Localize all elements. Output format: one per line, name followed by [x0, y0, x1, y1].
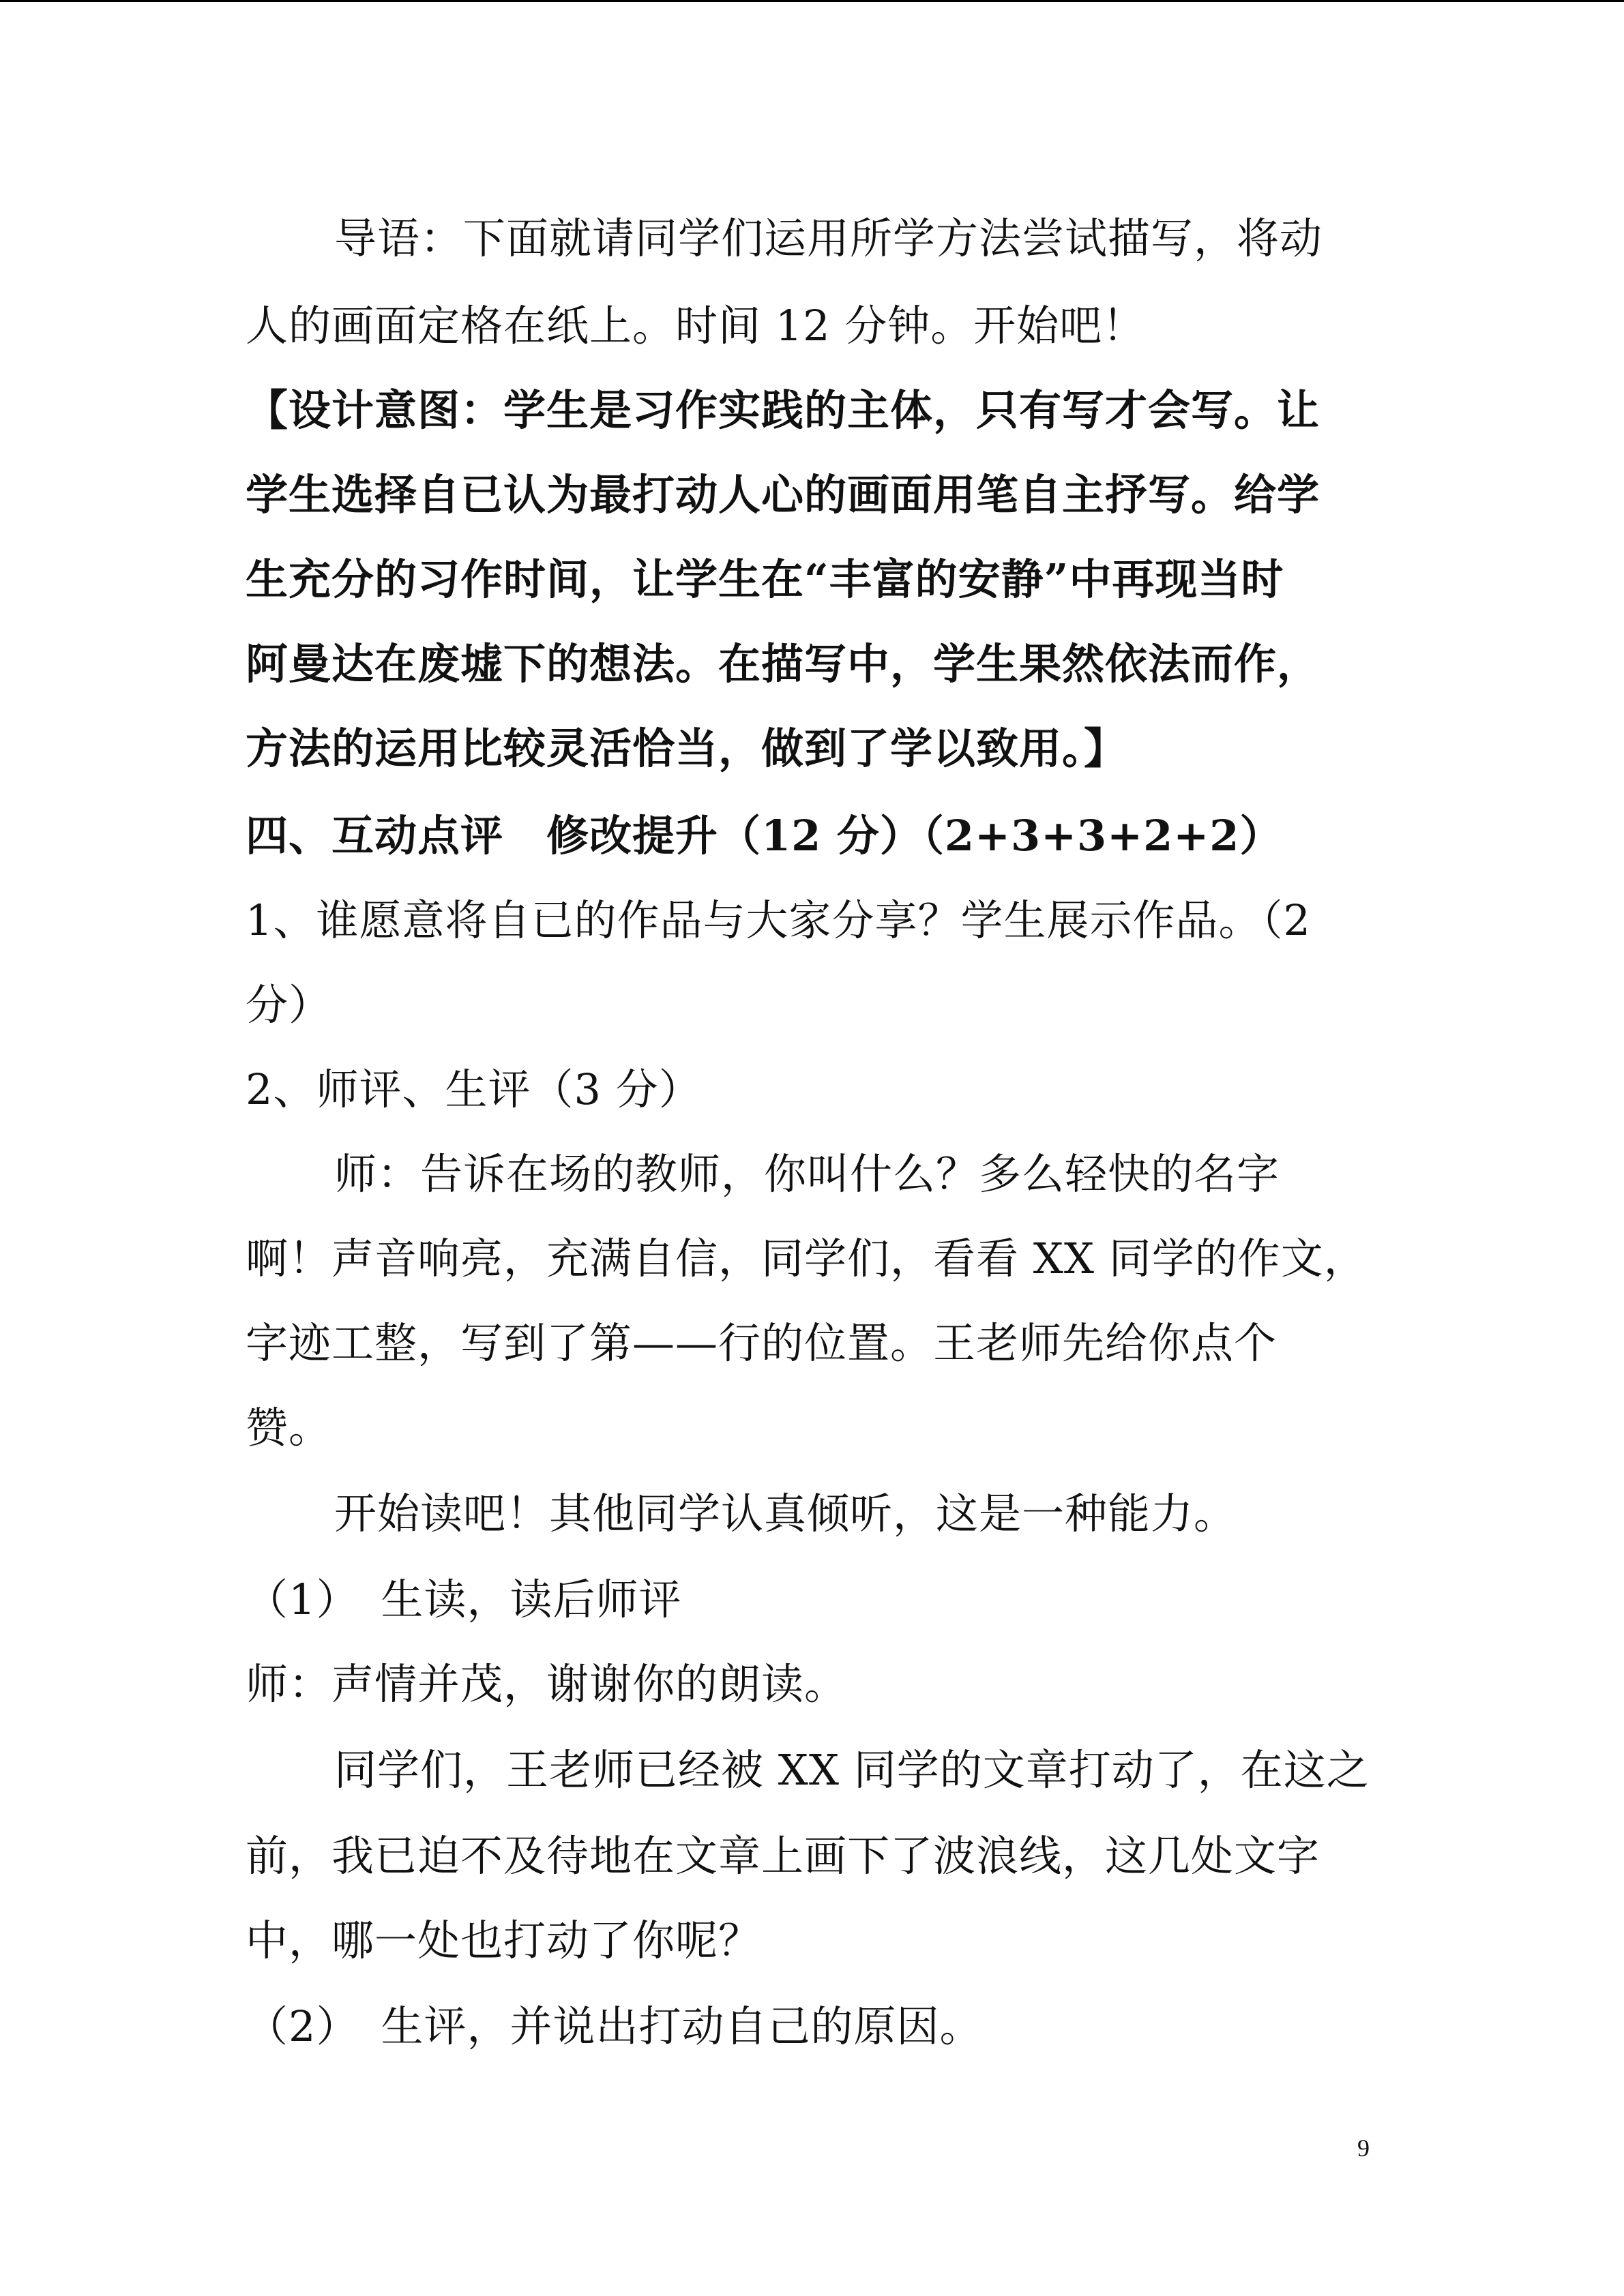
students-line-1: 同学们，王老师已经被 XX 同学的文章打动了，在这之	[334, 1745, 1370, 1795]
teacher-line-2: 啊！声音响亮，充满自信，同学们，看看 XX 同学的作文，	[246, 1234, 1367, 1283]
page-number: 9	[1357, 2134, 1370, 2162]
teacher-praise-line: 师：声情并茂，谢谢你的朗读。	[246, 1659, 848, 1709]
design-intent-line-5: 方法的运用比较灵活恰当，做到了学以致用。】	[246, 724, 1127, 773]
students-line-3: 中，哪一处也打动了你呢？	[246, 1915, 762, 1965]
design-intent-line-2: 学生选择自已认为最打动人心的画面用笔自主抒写。给学	[246, 470, 1320, 520]
step-1-line-1: 1、谁愿意将自已的作品与大家分享？学生展示作品。（2	[246, 895, 1311, 945]
teacher-line-1: 师：告诉在场的教师，你叫什么？多么轻快的名字	[334, 1149, 1280, 1199]
design-intent-line-4: 阿曼达在废墟下的想法。在描写中，学生果然依法而作，	[246, 639, 1320, 689]
step-2-heading: 2、师评、生评（3 分）	[246, 1064, 702, 1114]
intro-line-1: 导语：下面就请同学们运用所学方法尝试描写，将动	[334, 213, 1323, 263]
top-border-rule	[0, 0, 1624, 2]
begin-reading-line: 开始读吧！其他同学认真倾听，这是一种能力。	[334, 1489, 1237, 1538]
section-heading: 四、互动点评 修改提升（12 分）（2+3+3+2+2）	[246, 811, 1283, 861]
teacher-line-3: 字迹工整，写到了第——行的位置。王老师先给你点个	[246, 1318, 1278, 1368]
teacher-line-4: 赞。	[246, 1403, 332, 1452]
students-line-2: 前，我已迫不及待地在文章上画下了波浪线，这几处文字	[246, 1831, 1320, 1881]
design-intent-line-3: 生充分的习作时间，让学生在“丰富的安静”中再现当时	[246, 554, 1284, 604]
intro-line-2: 人的画面定格在纸上。时间 12 分钟。开始吧！	[246, 301, 1146, 351]
substep-1: （1） 生读，读后师评	[246, 1575, 682, 1624]
step-1-line-2: 分）	[246, 980, 332, 1030]
substep-2: （2） 生评，并说出打动自己的原因。	[246, 2001, 983, 2051]
design-intent-line-1: 【设计意图：学生是习作实践的主体，只有写才会写。让	[246, 385, 1320, 435]
